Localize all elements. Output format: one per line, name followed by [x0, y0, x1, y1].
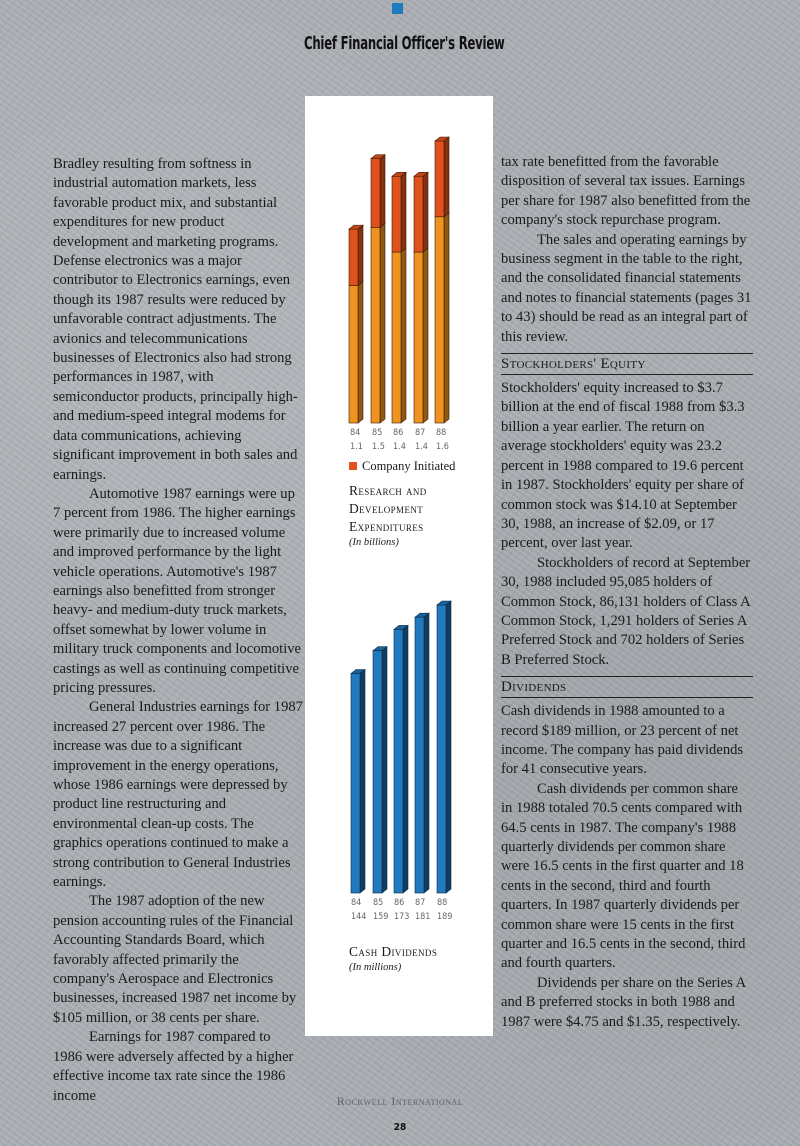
- paragraph: The 1987 adoption of the new pension accounting rules of the Financial Accounting Standards Board, which favorably affected primarily the company's Aerospace and Electronics businesses, increased 1987 net income by $105 million, or 38 cents per share.: [53, 893, 297, 1026]
- section-heading-dividends: Dividends: [501, 676, 753, 698]
- dividend-x-tick-label: 86: [394, 898, 405, 908]
- dividend-x-tick-label: 84: [351, 898, 362, 908]
- rd-value-label: 1.6: [436, 442, 449, 452]
- chart-legend: [349, 459, 455, 474]
- dividend-value-label: 173: [394, 912, 410, 922]
- rd-value-label: 1.4: [415, 442, 428, 452]
- dividends-chart-title: Cash Dividends: [349, 944, 438, 959]
- dividend-value-label: 189: [437, 912, 453, 922]
- rd-chart-unit: (In billions): [349, 537, 399, 548]
- rd-value-label: 1.4: [393, 442, 406, 452]
- dividend-value-label: 144: [351, 912, 367, 922]
- dividend-value-label: 181: [415, 912, 431, 922]
- right-column: [501, 153, 753, 1032]
- footer-company-name: Rockwell International: [336, 1094, 464, 1108]
- rd-x-tick-label: 87: [415, 428, 426, 438]
- rd-value-label: 1.1: [350, 442, 363, 452]
- left-column: [53, 155, 303, 1106]
- paragraph: Stockholders' equity increased to $3.7 billion at the end of fiscal 1988 from $3.3 billion a year earlier. The return on average stockholders' equity was 23.2 percent in 1988 compared to 19.6 percent in 1987. Stockholders' equity per share of common stock was $14.10 at September 30, 1988, an increase of $2.09, or 17 percent, over last year.: [501, 380, 745, 552]
- dividend-x-tick-label: 85: [373, 898, 384, 908]
- paragraph: Earnings for 1987 compared to 1986 were adversely affected by a higher effective income tax rate since the 1986 income: [53, 1029, 294, 1104]
- page-number: 28: [393, 1122, 407, 1133]
- section-heading-stockholders-equity: Stockholders' Equity: [501, 353, 753, 375]
- header-accent-square: [392, 3, 403, 14]
- rd-x-tick-label: 88: [436, 428, 447, 438]
- dividend-x-tick-label: 87: [415, 898, 426, 908]
- dividend-value-label: 159: [373, 912, 389, 922]
- paragraph: Cash dividends in 1988 amounted to a record $189 million, or 23 percent of net income. The company has paid dividends for 41 consecutive years.: [501, 703, 744, 778]
- paragraph: Cash dividends per common share in 1988 totaled 70.5 cents compared with 64.5 cents in 1987. The company's 1988 quarterly dividends per common share were 16.5 cents in the first quarter and 18 cents in the second, third and fourth quarters. In 1987 quarterly dividends per common share were 15 cents in the first quarter and 16.5 cents in the second, third and fourth quarters.: [501, 780, 746, 972]
- paragraph: tax rate benefitted from the favorable disposition of several tax issues. Earnings per share for 1987 also benefitted from the company's stock repurchase program.: [501, 154, 751, 229]
- rd-x-tick-label: 85: [372, 428, 383, 438]
- rd-chart-title: Research and Development Expenditures: [349, 483, 427, 534]
- paragraph: Automotive 1987 earnings were up 7 percent from 1986. The higher earnings were primarily due to increased volume and improved performance by the light vehicle operations. Automotive's 1987 earnings also benefitted from stronger heavy- and medium-duty truck markets, offset somewhat by lower volume in military truck components and locomotive castings as well as continuing competitive pricing pressures.: [53, 485, 302, 696]
- rd-x-tick-label: 84: [350, 428, 361, 438]
- dividend-x-tick-label: 88: [437, 898, 448, 908]
- chart-panel: [305, 96, 493, 1036]
- paragraph: Stockholders of record at September 30, 1988 included 95,085 holders of Common Stock, 86,131 holders of Class A Common Stock, 1,291 holders of Series A Preferred Stock and 702 holders of Series B Preferred Stock.: [501, 554, 751, 668]
- paragraph: The sales and operating earnings by business segment in the table to the right, and the consolidated financial statements and notes to financial statements (pages 31 to 43) should be read as an integral part of this review.: [501, 231, 752, 345]
- paragraph: Bradley resulting from softness in industrial automation markets, less favorable product mix, and substantial expenditures for new product development and marketing programs. Defense electronics was a major contributor to Electronics earnings, even though its 1987 results were reduced by unfavorable contract adjustments. The avionics and telecommunications businesses of Electronics also had strong performances in 1987, with semiconductor products, principally high- and medium-speed integral modems for data communications, achieving significant improvement in both sales and earnings.: [53, 156, 298, 483]
- paragraph: General Industries earnings for 1987 increased 27 percent over 1986. The increase was due to a significant improvement in the energy operations, whose 1986 earnings were depressed by product line restructuring and environmental clean-up costs. The graphics operations continued to make a strong contribution to General Industries earnings.: [53, 699, 303, 891]
- rd-x-tick-label: 86: [393, 428, 404, 438]
- dividends-chart-unit: (In millions): [349, 962, 402, 973]
- page-title: Chief Financial Officer's Review: [304, 33, 505, 54]
- legend-swatch-company-initiated: [349, 462, 357, 470]
- legend-label: Company Initiated: [362, 459, 456, 473]
- rd-value-label: 1.5: [372, 442, 385, 452]
- paragraph: Dividends per share on the Series A and B preferred stocks in both 1988 and 1987 were $4.75 and $1.35, respectively.: [501, 974, 746, 1030]
